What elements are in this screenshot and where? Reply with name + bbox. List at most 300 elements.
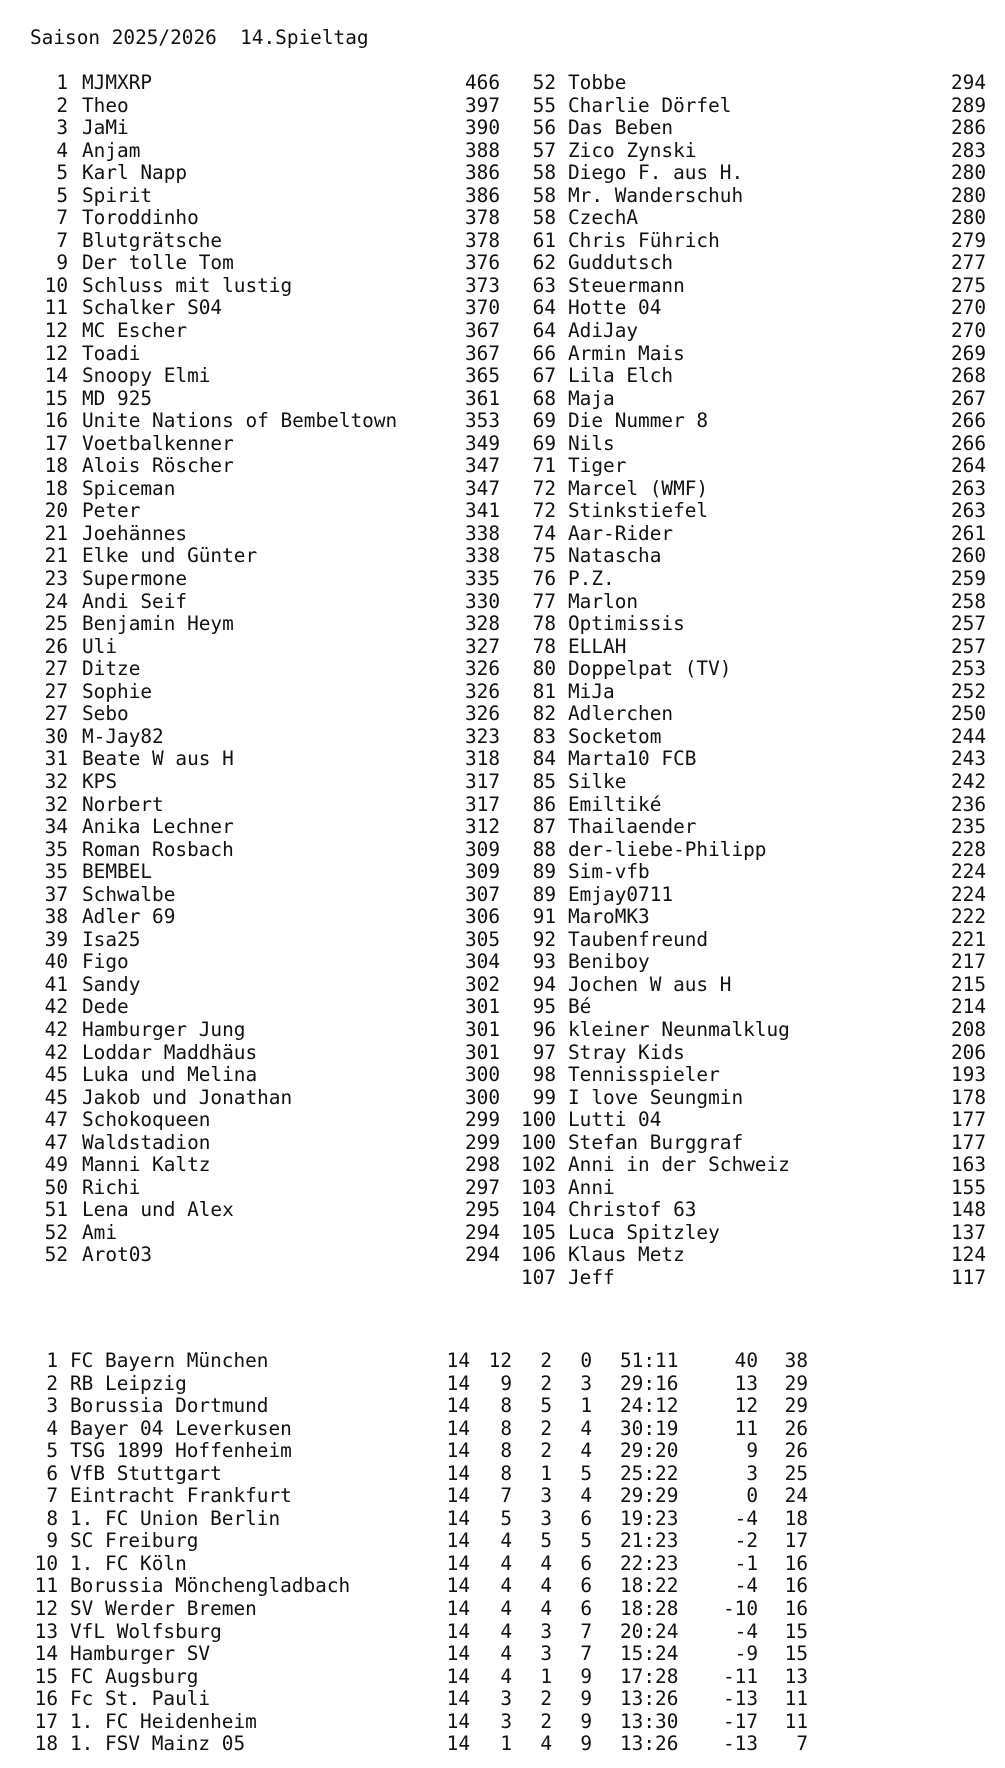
goals: 18:28: [620, 1597, 679, 1621]
rank-position: 5: [56, 183, 68, 207]
player-name: Chris Führich: [568, 228, 720, 252]
rank-position: 39: [44, 927, 68, 951]
team-points: 13: [784, 1664, 808, 1688]
games-lost: 7: [580, 1619, 592, 1643]
player-points: 258: [950, 589, 986, 613]
player-points: 222: [950, 905, 986, 929]
player-points: 259: [950, 567, 986, 591]
page-title: Saison 2025/2026 14.Spieltag: [30, 26, 369, 49]
player-name: Andi Seif: [82, 589, 188, 613]
team-points: 11: [784, 1709, 808, 1733]
games-played: 14: [446, 1371, 470, 1395]
rank-position: 27: [44, 657, 68, 681]
table-position: 10: [34, 1551, 58, 1575]
player-points: 263: [950, 499, 986, 523]
games-played: 14: [446, 1642, 470, 1666]
rank-position: 56: [532, 116, 556, 140]
rank-position: 96: [532, 1017, 556, 1041]
rank-position: 21: [44, 521, 68, 545]
goal-difference: 13: [734, 1371, 758, 1395]
player-points: 353: [464, 409, 500, 433]
rank-position: 72: [532, 499, 556, 523]
goals: 19:23: [620, 1506, 679, 1530]
rank-position: 77: [532, 589, 556, 613]
games-drawn: 4: [540, 1574, 552, 1598]
player-points: 370: [464, 296, 500, 320]
player-points: 341: [464, 499, 500, 523]
goals: 20:24: [620, 1619, 679, 1643]
rank-position: 78: [532, 634, 556, 658]
player-points: 193: [950, 1063, 986, 1087]
rank-position: 62: [532, 251, 556, 275]
player-name: Peter: [82, 499, 141, 523]
player-name: Anni in der Schweiz: [568, 1153, 790, 1177]
games-lost: 4: [580, 1416, 592, 1440]
table-row: [0, 1373, 1005, 1396]
player-name: I love Seungmin: [568, 1085, 744, 1109]
games-lost: 0: [580, 1349, 592, 1372]
player-name: Elke und Günter: [82, 544, 258, 568]
player-points: 388: [464, 138, 500, 162]
table-position: 3: [46, 1394, 58, 1418]
player-points: 280: [950, 183, 986, 207]
player-points: 266: [950, 409, 986, 433]
rank-position: 89: [532, 860, 556, 884]
player-name: Schalker S04: [82, 296, 223, 320]
team-name: SC Freiburg: [70, 1529, 199, 1553]
player-points: 295: [464, 1198, 500, 1222]
rank-position: 18: [44, 454, 68, 478]
player-name: Christof 63: [568, 1198, 697, 1222]
player-points: 301: [464, 1017, 500, 1041]
games-lost: 5: [580, 1461, 592, 1485]
player-name: Richi: [82, 1175, 141, 1199]
player-points: 397: [464, 93, 500, 117]
player-name: JaMi: [82, 116, 129, 140]
goals: 17:28: [620, 1664, 679, 1688]
player-name: Beate W aus H: [82, 747, 234, 771]
player-name: Marcel (WMF): [568, 476, 709, 500]
rank-position: 58: [532, 161, 556, 185]
player-name: Sophie: [82, 679, 153, 703]
games-played: 14: [446, 1619, 470, 1643]
rank-position: 104: [520, 1198, 556, 1222]
rank-position: 84: [532, 747, 556, 771]
team-points: 29: [784, 1371, 808, 1395]
player-points: 280: [950, 161, 986, 185]
player-points: 177: [950, 1130, 986, 1154]
rank-position: 91: [532, 905, 556, 929]
table-position: 6: [46, 1461, 58, 1485]
player-name: Tennisspieler: [568, 1063, 720, 1087]
player-points: 124: [950, 1243, 986, 1267]
player-name: Supermone: [82, 567, 188, 591]
player-points: 250: [950, 702, 986, 726]
player-name: Das Beben: [568, 116, 674, 140]
player-name: Guddutsch: [568, 251, 674, 275]
player-points: 361: [464, 386, 500, 410]
player-name: Charlie Dörfel: [568, 93, 732, 117]
rank-position: 67: [532, 364, 556, 388]
rank-position: 97: [532, 1040, 556, 1064]
goals: 13:26: [620, 1732, 679, 1756]
rank-position: 3: [56, 116, 68, 140]
rank-position: 83: [532, 724, 556, 748]
player-name: MC Escher: [82, 319, 188, 343]
games-won: 8: [500, 1394, 512, 1418]
goal-difference: -13: [722, 1732, 758, 1756]
rank-position: 14: [44, 364, 68, 388]
table-row: [0, 1485, 1005, 1508]
player-points: 236: [950, 792, 986, 816]
player-points: 244: [950, 724, 986, 748]
rank-position: 21: [44, 544, 68, 568]
table-row: [0, 1643, 1005, 1666]
player-points: 263: [950, 476, 986, 500]
goal-difference: -13: [722, 1687, 758, 1711]
player-name: Die Nummer 8: [568, 409, 709, 433]
player-name: Optimissis: [568, 612, 685, 636]
team-name: Bayer 04 Leverkusen: [70, 1416, 292, 1440]
player-name: Figo: [82, 950, 129, 974]
player-points: 270: [950, 296, 986, 320]
table-row: [0, 1395, 1005, 1418]
player-points: 224: [950, 882, 986, 906]
player-name: Voetbalkenner: [82, 431, 234, 455]
rank-position: 37: [44, 882, 68, 906]
games-played: 14: [446, 1484, 470, 1508]
table-position: 18: [34, 1732, 58, 1756]
player-points: 386: [464, 161, 500, 185]
games-won: 3: [500, 1687, 512, 1711]
rank-position: 103: [520, 1175, 556, 1199]
table-row: [0, 1553, 1005, 1576]
player-name: Lena und Alex: [82, 1198, 234, 1222]
team-name: 1. FSV Mainz 05: [70, 1732, 246, 1756]
player-name: Jakob und Jonathan: [82, 1085, 293, 1109]
player-name: Anika Lechner: [82, 815, 234, 839]
rank-position: 107: [520, 1265, 556, 1289]
player-name: Uli: [82, 634, 118, 658]
player-points: 297: [464, 1175, 500, 1199]
team-name: Borussia Dortmund: [70, 1394, 269, 1418]
rank-position: 12: [44, 319, 68, 343]
team-name: Borussia Mönchengladbach: [70, 1574, 351, 1598]
team-points: 25: [784, 1461, 808, 1485]
rank-position: 55: [532, 93, 556, 117]
player-points: 270: [950, 319, 986, 343]
player-name: Emjay0711: [568, 882, 674, 906]
rank-position: 45: [44, 1063, 68, 1087]
player-points: 215: [950, 972, 986, 996]
player-points: 338: [464, 521, 500, 545]
player-name: Silke: [568, 769, 627, 793]
games-lost: 4: [580, 1439, 592, 1463]
player-name: Der tolle Tom: [82, 251, 234, 275]
player-name: Sandy: [82, 972, 141, 996]
games-drawn: 2: [540, 1687, 552, 1711]
player-points: 242: [950, 769, 986, 793]
player-points: 301: [464, 995, 500, 1019]
rank-position: 52: [44, 1220, 68, 1244]
player-points: 178: [950, 1085, 986, 1109]
games-drawn: 1: [540, 1664, 552, 1688]
goal-difference: -10: [722, 1597, 758, 1621]
games-lost: 6: [580, 1506, 592, 1530]
games-won: 4: [500, 1529, 512, 1553]
team-points: 17: [784, 1529, 808, 1553]
rank-position: 58: [532, 206, 556, 230]
games-lost: 7: [580, 1642, 592, 1666]
games-won: 12: [488, 1349, 512, 1372]
player-name: Theo: [82, 93, 129, 117]
player-name: Sim-vfb: [568, 860, 650, 884]
table-position: 7: [46, 1484, 58, 1508]
player-name: Beniboy: [568, 950, 650, 974]
rank-position: 69: [532, 409, 556, 433]
goal-difference: 40: [734, 1349, 758, 1372]
player-name: Marta10 FCB: [568, 747, 697, 771]
player-points: 378: [464, 228, 500, 252]
rank-position: 71: [532, 454, 556, 478]
goals: 15:24: [620, 1642, 679, 1666]
goals: 13:26: [620, 1687, 679, 1711]
games-played: 14: [446, 1664, 470, 1688]
team-points: 38: [784, 1349, 808, 1372]
player-name: Spiceman: [82, 476, 176, 500]
player-name: Taubenfreund: [568, 927, 709, 951]
player-points: 208: [950, 1017, 986, 1041]
games-drawn: 4: [540, 1551, 552, 1575]
games-drawn: 3: [540, 1619, 552, 1643]
goals: 18:22: [620, 1574, 679, 1598]
games-lost: 9: [580, 1664, 592, 1688]
rank-position: 47: [44, 1108, 68, 1132]
player-name: Roman Rosbach: [82, 837, 234, 861]
player-name: Schluss mit lustig: [82, 273, 293, 297]
player-points: 277: [950, 251, 986, 275]
player-points: 257: [950, 634, 986, 658]
rank-position: 81: [532, 679, 556, 703]
team-points: 15: [784, 1642, 808, 1666]
player-points: 326: [464, 657, 500, 681]
games-won: 5: [500, 1506, 512, 1530]
goals: 51:11: [620, 1349, 679, 1372]
player-name: Luca Spitzley: [568, 1220, 720, 1244]
player-points: 328: [464, 612, 500, 636]
bundesliga-table: [0, 1350, 1005, 1756]
player-name: Maja: [568, 386, 615, 410]
player-points: 305: [464, 927, 500, 951]
games-won: 4: [500, 1642, 512, 1666]
table-row: [0, 1463, 1005, 1486]
table-row: [0, 1440, 1005, 1463]
rank-position: 100: [520, 1108, 556, 1132]
player-points: 367: [464, 319, 500, 343]
goal-difference: -11: [722, 1664, 758, 1688]
player-name: Waldstadion: [82, 1130, 211, 1154]
rank-position: 52: [532, 71, 556, 94]
player-name: Natascha: [568, 544, 662, 568]
team-points: 7: [796, 1732, 808, 1756]
player-points: 326: [464, 702, 500, 726]
rank-position: 1: [56, 71, 68, 94]
rank-position: 34: [44, 815, 68, 839]
player-name: Toroddinho: [82, 206, 199, 230]
table-row: [0, 1530, 1005, 1553]
rank-position: 4: [56, 138, 68, 162]
player-points: 466: [464, 71, 500, 94]
games-lost: 6: [580, 1551, 592, 1575]
games-won: 8: [500, 1439, 512, 1463]
player-points: 253: [950, 657, 986, 681]
player-points: 390: [464, 116, 500, 140]
player-points: 252: [950, 679, 986, 703]
player-name: Stray Kids: [568, 1040, 685, 1064]
player-points: 289: [950, 93, 986, 117]
rank-position: 23: [44, 567, 68, 591]
player-name: Luka und Melina: [82, 1063, 258, 1087]
player-name: Norbert: [82, 792, 164, 816]
games-drawn: 5: [540, 1394, 552, 1418]
rank-position: 2: [56, 93, 68, 117]
goal-difference: -17: [722, 1709, 758, 1733]
player-points: 347: [464, 476, 500, 500]
games-drawn: 5: [540, 1529, 552, 1553]
table-position: 4: [46, 1416, 58, 1440]
table-row: [0, 1688, 1005, 1711]
player-points: 300: [464, 1063, 500, 1087]
player-points: 148: [950, 1198, 986, 1222]
games-drawn: 3: [540, 1642, 552, 1666]
player-points: 309: [464, 837, 500, 861]
rank-position: 102: [520, 1153, 556, 1177]
player-points: 318: [464, 747, 500, 771]
goal-difference: 3: [746, 1461, 758, 1485]
goals: 30:19: [620, 1416, 679, 1440]
player-points: 349: [464, 431, 500, 455]
rank-position: 63: [532, 273, 556, 297]
rank-position: 32: [44, 769, 68, 793]
player-name: Hotte 04: [568, 296, 662, 320]
player-points: 235: [950, 815, 986, 839]
rank-position: 74: [532, 521, 556, 545]
player-name: CzechA: [568, 206, 639, 230]
table-position: 17: [34, 1709, 58, 1733]
player-points: 365: [464, 364, 500, 388]
player-name: Isa25: [82, 927, 141, 951]
table-position: 8: [46, 1506, 58, 1530]
player-points: 386: [464, 183, 500, 207]
goals: 29:16: [620, 1371, 679, 1395]
table-position: 14: [34, 1642, 58, 1666]
rank-position: 11: [44, 296, 68, 320]
games-drawn: 2: [540, 1349, 552, 1372]
player-points: 264: [950, 454, 986, 478]
player-points: 347: [464, 454, 500, 478]
rank-position: 27: [44, 702, 68, 726]
player-points: 260: [950, 544, 986, 568]
rank-position: 52: [44, 1243, 68, 1267]
rank-position: 16: [44, 409, 68, 433]
team-name: 1. FC Köln: [70, 1551, 187, 1575]
rank-position: 12: [44, 341, 68, 365]
goals: 24:12: [620, 1394, 679, 1418]
player-points: 300: [464, 1085, 500, 1109]
games-won: 4: [500, 1619, 512, 1643]
team-points: 29: [784, 1394, 808, 1418]
games-won: 4: [500, 1664, 512, 1688]
player-name: Adlerchen: [568, 702, 674, 726]
player-name: Schokoqueen: [82, 1108, 211, 1132]
player-name: Zico Zynski: [568, 138, 697, 162]
goal-difference: 0: [746, 1484, 758, 1508]
table-row: [0, 1508, 1005, 1531]
rank-position: 86: [532, 792, 556, 816]
player-points: 280: [950, 206, 986, 230]
table-position: 1: [46, 1349, 58, 1372]
team-points: 26: [784, 1416, 808, 1440]
rank-position: 64: [532, 296, 556, 320]
games-won: 3: [500, 1709, 512, 1733]
player-name: Toadi: [82, 341, 141, 365]
player-points: 309: [464, 860, 500, 884]
rank-position: 57: [532, 138, 556, 162]
rank-position: 88: [532, 837, 556, 861]
games-lost: 9: [580, 1709, 592, 1733]
player-points: 298: [464, 1153, 500, 1177]
games-lost: 5: [580, 1529, 592, 1553]
player-points: 376: [464, 251, 500, 275]
player-name: kleiner Neunmalklug: [568, 1017, 790, 1041]
player-points: 117: [950, 1265, 986, 1289]
rank-position: 82: [532, 702, 556, 726]
player-name: Steuermann: [568, 273, 685, 297]
games-lost: 9: [580, 1687, 592, 1711]
player-name: Dede: [82, 995, 129, 1019]
player-name: Bé: [568, 995, 592, 1019]
goals: 25:22: [620, 1461, 679, 1485]
player-points: 268: [950, 364, 986, 388]
player-points: 317: [464, 769, 500, 793]
rank-position: 100: [520, 1130, 556, 1154]
games-played: 14: [446, 1439, 470, 1463]
rank-position: 68: [532, 386, 556, 410]
table-row: [0, 1733, 1005, 1756]
player-points: 312: [464, 815, 500, 839]
player-points: 224: [950, 860, 986, 884]
rank-position: 93: [532, 950, 556, 974]
player-points: 155: [950, 1175, 986, 1199]
player-name: Schwalbe: [82, 882, 176, 906]
goal-difference: -9: [734, 1642, 758, 1666]
rank-position: 35: [44, 860, 68, 884]
rank-position: 66: [532, 341, 556, 365]
games-won: 8: [500, 1461, 512, 1485]
rank-position: 7: [56, 206, 68, 230]
rank-position: 95: [532, 995, 556, 1019]
player-name: Jochen W aus H: [568, 972, 732, 996]
rank-position: 87: [532, 815, 556, 839]
player-name: ELLAH: [568, 634, 627, 658]
team-name: 1. FC Union Berlin: [70, 1506, 281, 1530]
rank-position: 42: [44, 995, 68, 1019]
table-row: [0, 1598, 1005, 1621]
team-name: SV Werder Bremen: [70, 1597, 257, 1621]
games-drawn: 2: [540, 1371, 552, 1395]
player-points: 217: [950, 950, 986, 974]
player-points: 367: [464, 341, 500, 365]
